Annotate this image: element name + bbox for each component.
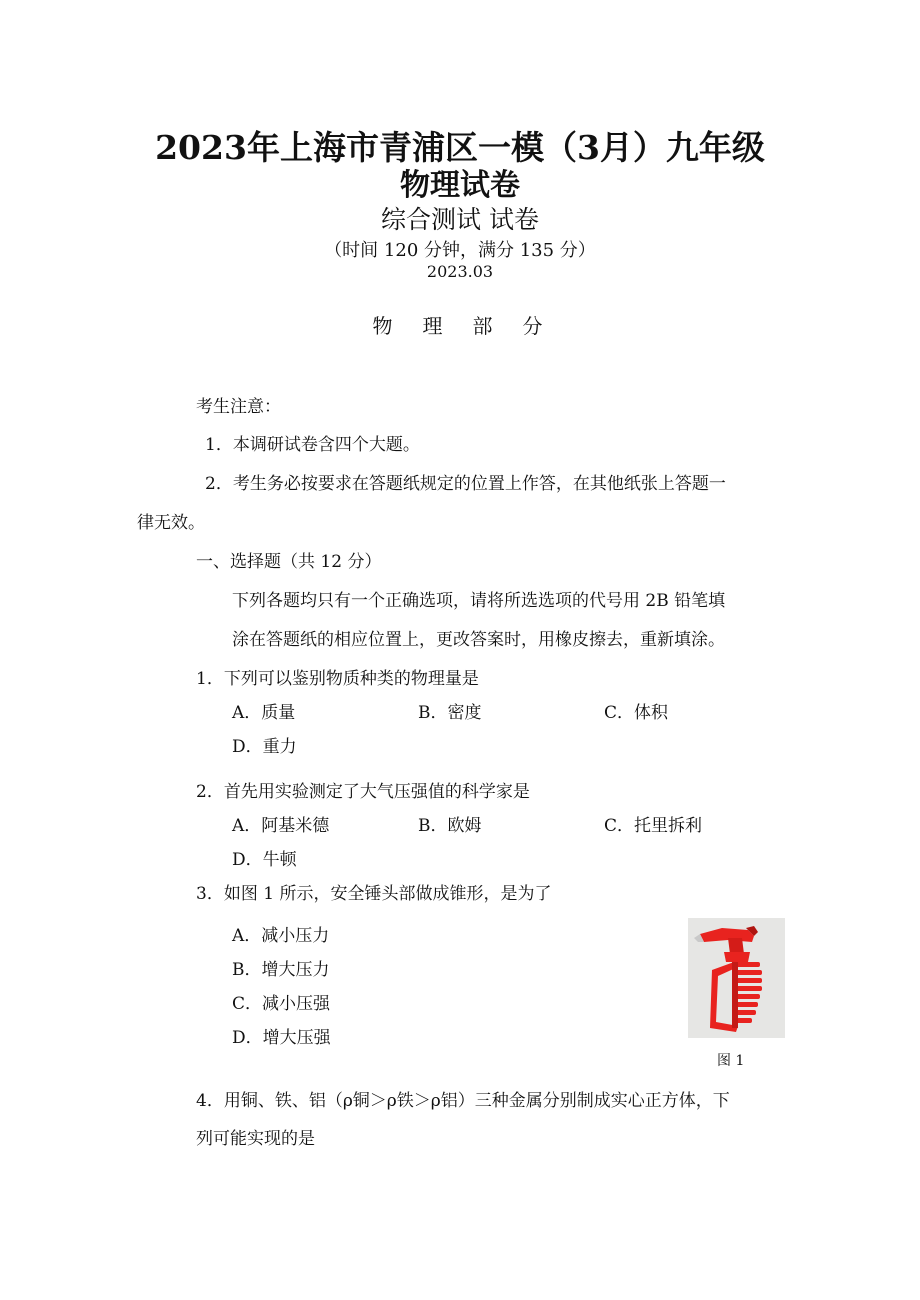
safety-hammer-icon xyxy=(688,918,785,1038)
section-title: 物理部分 xyxy=(372,314,573,338)
part1-heading: 一、选择题（共 12 分） xyxy=(196,552,382,572)
part1-instruction-line2: 涂在答题纸的相应位置上，更改答案时，用橡皮擦去，重新填涂。 xyxy=(232,630,725,650)
question-3-option-b: B．增大压力 xyxy=(232,960,330,980)
question-1-option-c: C．体积 xyxy=(604,703,669,723)
question-3-option-a: A．减小压力 xyxy=(232,926,330,946)
question-1-stem: 1．下列可以鉴别物质种类的物理量是 xyxy=(196,669,479,689)
time-info: （时间 120 分钟，满分 135 分） xyxy=(324,240,596,261)
notice-item-2-line1: 2．考生务必按要求在答题纸规定的位置上作答，在其他纸张上答题一 xyxy=(205,474,726,494)
question-3-option-c: C．减小压强 xyxy=(232,994,331,1014)
question-2-option-b: B．欧姆 xyxy=(418,816,482,836)
question-4-stem-text: 4．用铜、铁、铝（ρ铜＞ρ铁＞ρ铝）三种金属分别制成实心正方体，下 xyxy=(196,1091,730,1111)
question-3-stem: 3．如图 1 所示，安全锤头部做成锥形，是为了 xyxy=(196,884,552,904)
question-1-option-a: A．质量 xyxy=(232,703,296,723)
notice-item-1: 1．本调研试卷含四个大题。 xyxy=(205,435,420,455)
part1-instruction-line1: 下列各题均只有一个正确选项，请将所选选项的代号用 2B 铅笔填 xyxy=(232,591,726,611)
question-1-option-b: B．密度 xyxy=(418,703,482,723)
question-4-stem-line1 xyxy=(196,1086,730,1111)
question-4-stem-line2: 列可能实现的是 xyxy=(196,1129,315,1149)
exam-date: 2023.03 xyxy=(426,262,494,281)
question-3-option-d: D．增大压强 xyxy=(232,1028,331,1048)
notice-item-2-line2: 律无效。 xyxy=(137,513,205,533)
exam-subject-title: 物理试卷 xyxy=(400,168,520,203)
exam-subtitle: 综合测试 试卷 xyxy=(381,205,539,234)
question-2-option-a: A．阿基米德 xyxy=(232,816,330,836)
figure-1-caption: 图 1 xyxy=(717,1053,745,1069)
question-1-option-d: D．重力 xyxy=(232,737,297,757)
question-2-option-d: D．牛顿 xyxy=(232,850,297,870)
question-2-option-c: C．托里拆利 xyxy=(604,816,703,836)
exam-title: 2023年上海市青浦区一模（3月）九年级 xyxy=(155,128,765,167)
notice-heading: 考生注意： xyxy=(196,397,281,417)
question-2-stem: 2．首先用实验测定了大气压强值的科学家是 xyxy=(196,782,530,802)
safety-hammer-figure xyxy=(688,918,785,1038)
